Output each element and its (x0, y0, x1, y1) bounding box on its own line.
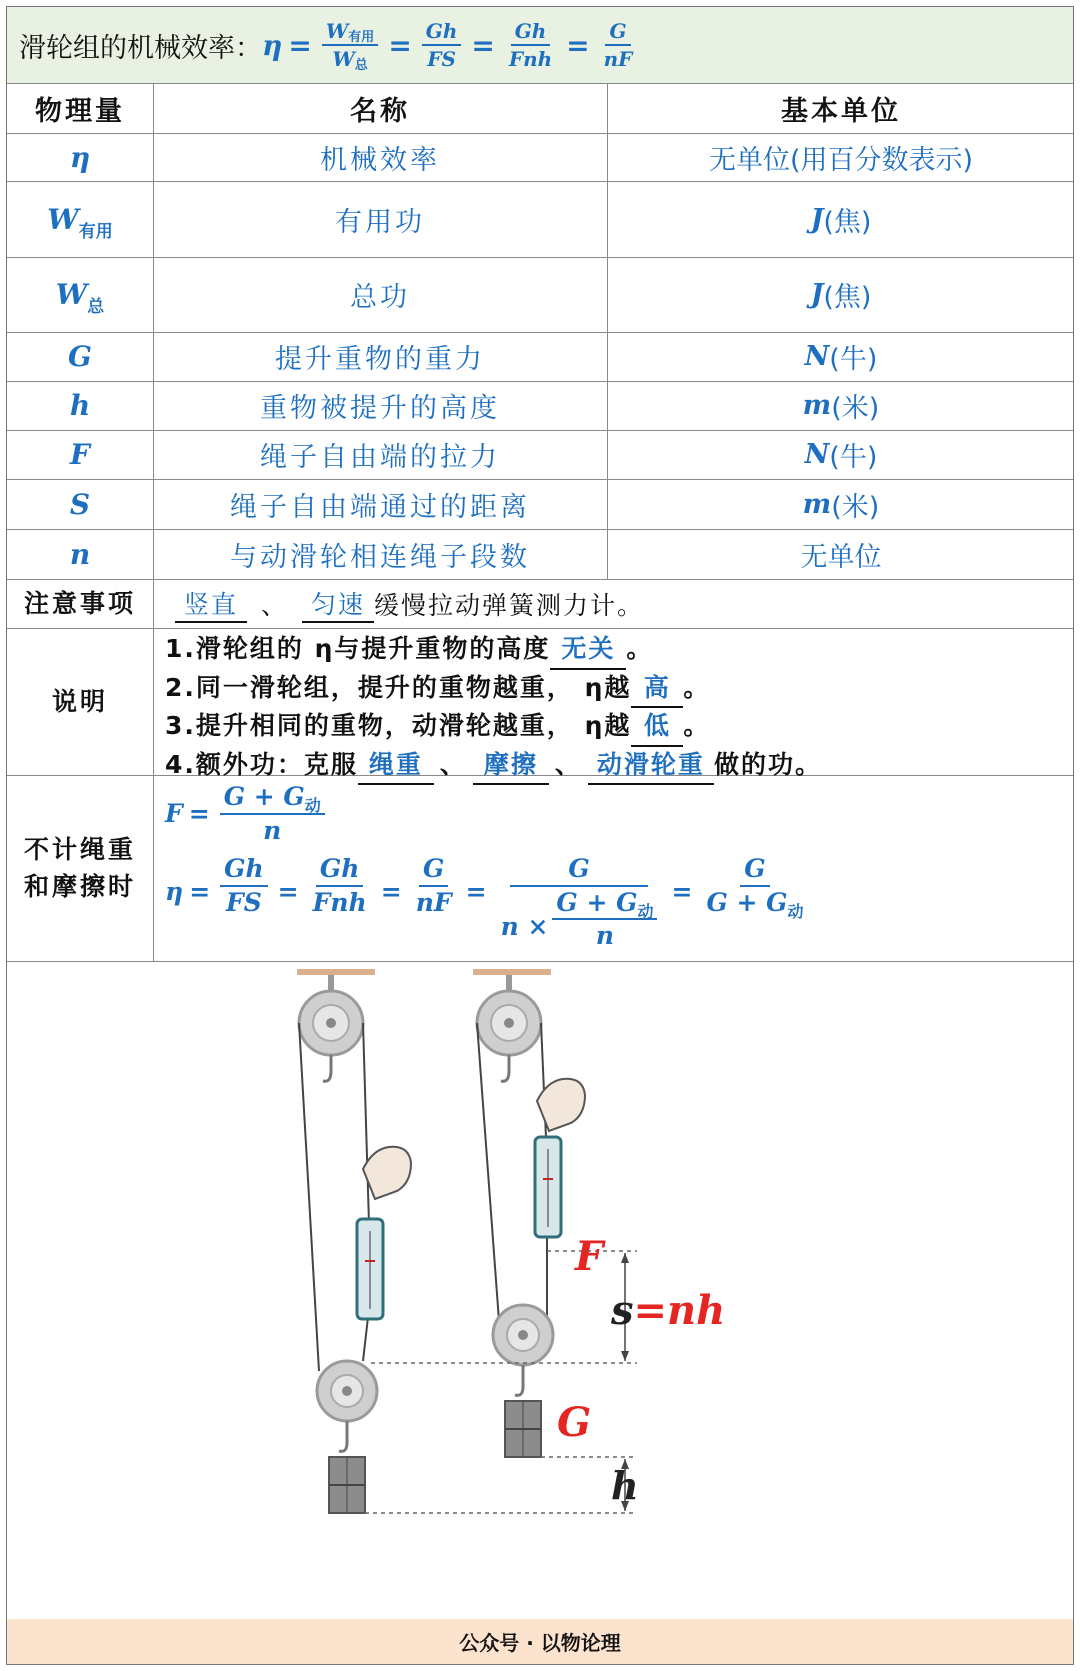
left-ceiling-bar (297, 969, 375, 975)
row-w-total-symbol: W 总 (55, 278, 105, 317)
title-prefix: 滑轮组的机械效率： (19, 32, 262, 64)
title-frac-gh-fnh: $\frac{Gh}{\text{Fnh}}$ (508, 19, 553, 71)
row-h-unit: m (米) (802, 390, 880, 424)
title-frac-g-nf: $\frac{G}{nF}$ (603, 19, 633, 71)
title-eq-2: = (388, 28, 412, 62)
frictionless-label: 不计绳重 和摩擦时 (23, 834, 136, 901)
pulley-figure (7, 961, 1073, 1619)
notes-label: 注意事项 (23, 588, 136, 618)
notes-rest: 缓慢拉动弹簧测力计。 (374, 590, 645, 620)
row-w-useful-name: 有用功 (335, 206, 425, 238)
title-eq-4: = (566, 28, 590, 62)
left-hand (363, 1147, 411, 1199)
row-n-symbol: n (69, 537, 91, 571)
row-g-symbol: G (68, 340, 92, 373)
notes-blank-vertical: 竖直 (175, 585, 247, 623)
row-g-unit: N (牛) (804, 341, 878, 375)
row-g-name: 提升重物的重力 (275, 344, 485, 375)
row-h-symbol: h (69, 389, 91, 422)
row-eta-unit: 无单位(用百分数表示) (708, 144, 974, 176)
label-h: h (611, 1463, 639, 1508)
left-movable-pulley (317, 1361, 377, 1421)
title-frac-gh-fs: $\frac{Gh}{FS}$ (422, 20, 462, 70)
row-eta-symbol: η (69, 140, 91, 174)
row-f-unit: N (牛) (804, 439, 878, 473)
title-formula (19, 7, 640, 83)
label-s-nh: s=nh (611, 1287, 726, 1334)
row-f-name: 绳子自由端的拉力 (260, 442, 500, 473)
formula-sheet (6, 6, 1074, 1665)
left-fixed-pulley (299, 991, 363, 1055)
explain-line-4: 4.额外功：克服 绳重 、 摩擦 、 动滑轮重 做的功。 (165, 747, 1065, 786)
row-eta-name: 机械效率 (320, 144, 440, 176)
label-g: G (557, 1399, 592, 1446)
header-name: 名称 (350, 95, 410, 127)
row-n-name: 与动滑轮相连绳子段数 (230, 541, 530, 573)
right-fixed-pulley (477, 991, 541, 1055)
explain-body (165, 631, 1065, 785)
row-s-unit: m (米) (802, 488, 880, 523)
row-h-name: 重物被提升的高度 (260, 393, 500, 424)
title-eq-1: = (288, 28, 312, 62)
right-weight (505, 1401, 541, 1457)
row-w-total-name: 总功 (350, 282, 410, 313)
right-spring-scale (535, 1137, 561, 1237)
explain-line-2: 2.同一滑轮组，提升的重物越重， η越 高 。 (165, 670, 1065, 709)
header-quantity: 物理量 (35, 95, 125, 127)
title-eta: η (262, 28, 283, 62)
explain-line-3: 3.提升相同的重物，动滑轮越重， η越 低 。 (165, 708, 1065, 747)
row-n-unit: 无单位 (800, 541, 882, 573)
label-f: F (575, 1233, 604, 1280)
title-frac-work: $\frac{\text{W有用}}{\text{W总}}$ (322, 20, 378, 71)
left-spring-scale (357, 1219, 383, 1319)
row-s-name: 绳子自由端通过的距离 (230, 491, 530, 523)
row-w-total-unit: J (焦) (810, 279, 872, 313)
row-w-useful-symbol: W 有用 (47, 202, 113, 242)
explain-label: 说明 (51, 686, 108, 716)
left-weight (329, 1457, 365, 1513)
footer: 公众号 · 以物论理 (7, 1619, 1073, 1664)
right-movable-pulley (493, 1305, 553, 1365)
right-ceiling-bar (473, 969, 551, 975)
title-eq-3: = (471, 28, 495, 62)
notes-blank-uniform: 匀速 (302, 585, 374, 623)
header-unit: 基本单位 (781, 95, 901, 127)
row-f-symbol: F (70, 438, 90, 471)
notes-text: 竖直 、 匀速 缓慢拉动弹簧测力计。 (175, 579, 644, 628)
f-formula: F = $\frac{G + G_动}{n}$ (165, 783, 329, 844)
explain-line-1: 1.滑轮组的 η与提升重物的高度 无关 。 (165, 631, 1065, 670)
row-w-useful-unit: J (焦) (810, 203, 872, 238)
eta-formula: η = $\frac{Gh}{FS}$ = $\frac{Gh}{\text{Fnh}}$ = $\frac{G}{nF}$ = G n × $\frac{G + G_动}{n}$ = $\frac{G}{G + G_动}$ (165, 854, 804, 950)
row-s-symbol: S (69, 487, 91, 521)
